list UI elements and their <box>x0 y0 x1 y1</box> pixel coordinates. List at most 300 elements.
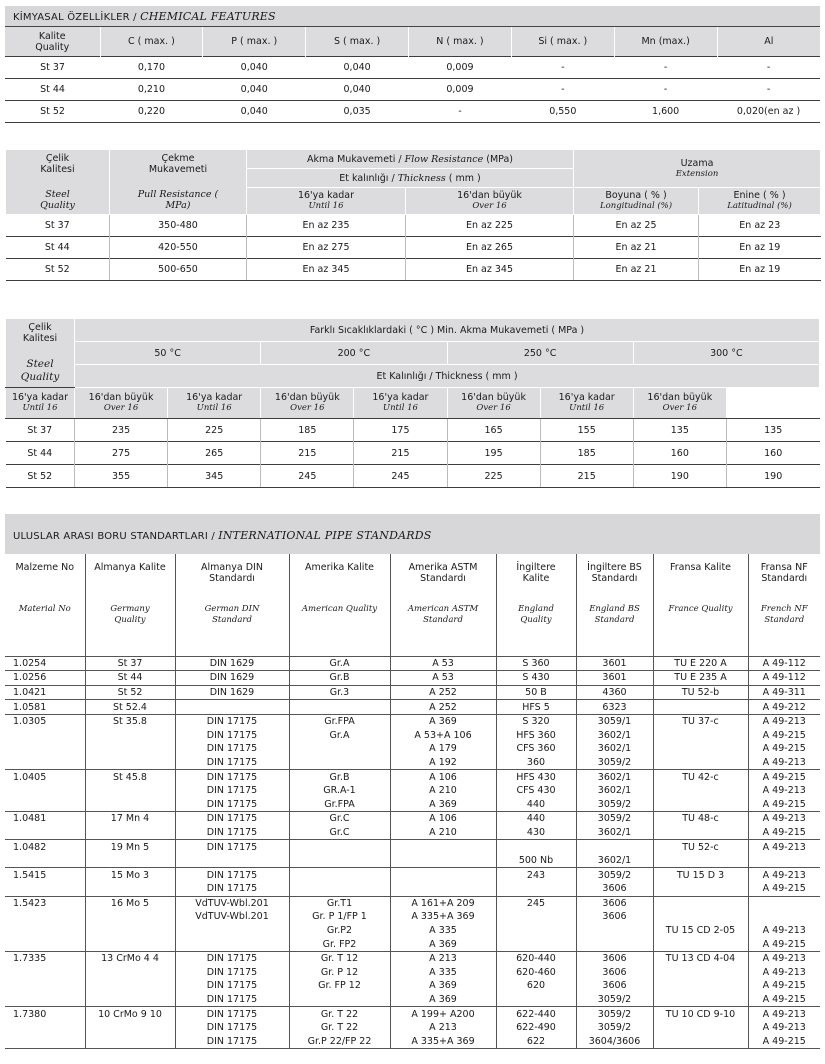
table-cell: En az 21 <box>574 259 699 281</box>
table-cell: Gr.T1 <box>289 896 390 910</box>
table-cell: A 49-112 <box>748 671 820 686</box>
title-en: CHEMICAL FEATURES <box>140 10 276 23</box>
table-cell: CFS 360 <box>496 742 576 756</box>
table-cell: HFS 430 <box>496 770 576 784</box>
table-cell: A 49-215 <box>748 797 820 811</box>
table-cell: En az 225 <box>406 215 574 237</box>
table-cell: 3602/1 <box>576 826 653 840</box>
header-until-16: 16'ya kadar Until 16 <box>247 188 406 215</box>
table-cell: A 49-112 <box>748 656 820 671</box>
table-cell: 1.7380 <box>5 1007 85 1021</box>
table-cell: En az 345 <box>406 259 574 281</box>
header-label: Amerika ASTM Standardı <box>408 562 478 584</box>
table-cell <box>289 700 390 715</box>
table-cell <box>289 993 390 1007</box>
table-cell: 185 <box>540 442 633 465</box>
header-label-en: Material No <box>18 604 71 614</box>
header-label: 16'ya kadar <box>186 392 243 403</box>
header-steel-quality: Çelik Kalitesi Steel Quality <box>6 150 110 215</box>
table-cell: - <box>614 79 717 101</box>
table-cell: TU 13 CD 4-04 <box>653 951 748 965</box>
table-cell <box>175 854 289 868</box>
header-until-16 <box>540 388 633 419</box>
table-cell <box>85 797 175 811</box>
table-row <box>6 442 820 465</box>
table-cell <box>748 854 820 868</box>
table-row <box>5 1007 820 1021</box>
table-cell: A 369 <box>390 714 496 728</box>
table-cell: 1.0305 <box>5 714 85 728</box>
table-cell: 3059/2 <box>576 812 653 826</box>
table-cell: 0,020(en az ) <box>717 101 820 123</box>
table-cell: 3606 <box>576 882 653 896</box>
column-header: S ( max. ) <box>306 27 409 57</box>
table-cell: Gr. P 1/FP 1 <box>289 910 390 924</box>
table-cell <box>85 854 175 868</box>
header-until-16 <box>354 388 447 419</box>
header-label: 16'dan büyük <box>274 392 340 403</box>
header-label-en: Over 16 <box>290 403 325 413</box>
column-header <box>576 554 653 656</box>
table-cell <box>85 910 175 924</box>
table-cell <box>653 826 748 840</box>
table-cell: 19 Mn 5 <box>85 840 175 854</box>
table-cell: 275 <box>75 442 168 465</box>
table-cell: En az 19 <box>699 237 821 259</box>
table-cell: St 35.8 <box>85 714 175 728</box>
table-cell: 620 <box>496 979 576 993</box>
table-cell: 10 CrMo 9 10 <box>85 1007 175 1021</box>
table-cell <box>289 742 390 756</box>
table-cell: 3059/2 <box>576 756 653 770</box>
table-cell: A 49-213 <box>748 756 820 770</box>
table-cell: 245 <box>496 896 576 910</box>
header-flow-resistance: Akma Mukavemeti / Flow Resistance (MPa) <box>247 150 574 169</box>
table-cell: A 49-215 <box>748 826 820 840</box>
table-cell <box>85 966 175 980</box>
header-thickness: Et kalınlığı / Thickness ( mm ) <box>247 169 574 188</box>
table-row <box>5 656 820 671</box>
table-cell: St 37 <box>5 57 100 79</box>
column-header <box>289 554 390 656</box>
header-label: Fransa NF Standardı <box>760 562 808 584</box>
table-cell: DIN 17175 <box>175 756 289 770</box>
table-row <box>5 742 820 756</box>
table-cell <box>85 742 175 756</box>
table-cell <box>653 742 748 756</box>
table-cell: 3602/1 <box>576 728 653 742</box>
table-cell: HFS 360 <box>496 728 576 742</box>
table-row <box>5 79 820 101</box>
table-cell: St 44 <box>5 79 100 101</box>
table-cell: A 49-215 <box>748 742 820 756</box>
table-row <box>6 259 821 281</box>
table-cell: DIN 17175 <box>175 1021 289 1035</box>
table-cell: 3606 <box>576 910 653 924</box>
table-cell <box>390 882 496 896</box>
table-cell: 3059/2 <box>576 1021 653 1035</box>
mechanical-properties-section <box>5 149 820 281</box>
table-cell <box>653 797 748 811</box>
table-cell: 0,170 <box>100 57 203 79</box>
table-cell: St 52 <box>85 685 175 700</box>
header-label: Almanya Kalite <box>94 562 166 573</box>
table-cell: Gr.P2 <box>289 924 390 938</box>
table-row <box>5 993 820 1007</box>
table-cell <box>289 882 390 896</box>
header-label-en: Until 16 <box>382 403 418 413</box>
table-cell: 3601 <box>576 671 653 686</box>
header-label: 16'dan büyük <box>88 392 154 403</box>
table-cell: 3602/1 <box>576 784 653 798</box>
table-cell <box>5 784 85 798</box>
header-thickness: Et Kalınlığı / Thickness ( mm ) <box>75 365 820 388</box>
table-cell: 622-440 <box>496 1007 576 1021</box>
table-cell: DIN 17175 <box>175 1035 289 1049</box>
table-cell <box>5 756 85 770</box>
table-cell: St 37 <box>6 215 110 237</box>
table-cell <box>390 854 496 868</box>
table-cell <box>175 937 289 951</box>
table-cell <box>576 937 653 951</box>
table-cell: DIN 17175 <box>175 993 289 1007</box>
table-cell: Gr. FP 12 <box>289 979 390 993</box>
table-cell: 1.0405 <box>5 770 85 784</box>
table-cell: St 52 <box>6 465 75 488</box>
table-cell: En az 275 <box>247 237 406 259</box>
table-cell <box>5 1035 85 1049</box>
table-cell <box>5 979 85 993</box>
table-cell: 165 <box>447 419 540 442</box>
table-cell <box>653 756 748 770</box>
header-label-en: Over 16 <box>476 403 511 413</box>
table-cell: 420-550 <box>110 237 247 259</box>
table-cell <box>289 840 390 854</box>
table-cell: A 192 <box>390 756 496 770</box>
table-cell <box>653 1021 748 1035</box>
chemical-features-title <box>5 6 820 27</box>
table-cell: 195 <box>447 442 540 465</box>
table-cell: DIN 17175 <box>175 742 289 756</box>
table-cell: Gr.B <box>289 671 390 686</box>
header-until-16 <box>168 388 261 419</box>
table-row <box>5 770 820 784</box>
table-cell: S 430 <box>496 671 576 686</box>
header-label-en: Until 16 <box>569 403 605 413</box>
table-cell: 50 B <box>496 685 576 700</box>
table-cell: 175 <box>354 419 447 442</box>
table-cell: 0,210 <box>100 79 203 101</box>
table-cell: TU 52-c <box>653 840 748 854</box>
table-cell <box>85 993 175 1007</box>
table-cell <box>85 1035 175 1049</box>
table-row <box>5 797 820 811</box>
table-row <box>5 924 820 938</box>
table-cell <box>85 882 175 896</box>
table-cell: St 52.4 <box>85 700 175 715</box>
table-cell: TU 10 CD 9-10 <box>653 1007 748 1021</box>
table-cell <box>496 882 576 896</box>
table-cell: St 45.8 <box>85 770 175 784</box>
table-cell: 500 Nb <box>496 854 576 868</box>
table-cell: A 49-215 <box>748 882 820 896</box>
table-cell: DIN 17175 <box>175 979 289 993</box>
table-cell: Gr.FPA <box>289 797 390 811</box>
table-cell: 225 <box>447 465 540 488</box>
table-row <box>5 728 820 742</box>
table-cell: 440 <box>496 812 576 826</box>
header-label-en: England BS Standard <box>589 604 640 625</box>
header-label: İngiltere Kalite <box>516 562 556 584</box>
table-cell: En az 21 <box>574 237 699 259</box>
table-cell: 190 <box>726 465 819 488</box>
table-cell: DIN 17175 <box>175 868 289 882</box>
table-cell: A 335+A 369 <box>390 1035 496 1049</box>
table-cell: Gr.C <box>289 826 390 840</box>
table-cell: A 213 <box>390 1021 496 1035</box>
table-cell <box>576 840 653 854</box>
table-cell <box>496 910 576 924</box>
header-over-16: 16'dan büyük Over 16 <box>406 188 574 215</box>
table-cell: 155 <box>540 419 633 442</box>
table-cell: St 37 <box>85 656 175 671</box>
table-cell: 135 <box>726 419 819 442</box>
table-cell: A 369 <box>390 979 496 993</box>
table-cell <box>5 728 85 742</box>
table-cell: A 106 <box>390 770 496 784</box>
table-cell: CFS 430 <box>496 784 576 798</box>
table-cell: 0,040 <box>306 57 409 79</box>
table-cell: 0,040 <box>203 101 306 123</box>
table-cell: A 161+A 209 <box>390 896 496 910</box>
table-cell <box>85 937 175 951</box>
table-cell: 1,600 <box>614 101 717 123</box>
header-label-en: France Quality <box>668 604 733 614</box>
table-cell <box>5 742 85 756</box>
table-cell: - <box>409 101 512 123</box>
table-cell <box>85 979 175 993</box>
table-cell: VdTUV-Wbl.201 <box>175 896 289 910</box>
header-pull-resistance: Çekme Mukavemeti Pull Resistance ( MPa) <box>110 150 247 215</box>
table-cell <box>5 966 85 980</box>
table-cell: 1.0581 <box>5 700 85 715</box>
header-steel-quality: Çelik Kalitesi Steel Quality <box>6 319 75 388</box>
table-cell <box>496 937 576 951</box>
table-cell: TU 15 D 3 <box>653 868 748 882</box>
table-cell: 355 <box>75 465 168 488</box>
table-cell <box>5 924 85 938</box>
table-cell: 15 Mo 3 <box>85 868 175 882</box>
table-cell: St 44 <box>6 237 110 259</box>
table-cell: En az 265 <box>406 237 574 259</box>
table-cell: 1.0482 <box>5 840 85 854</box>
table-cell: 620-460 <box>496 966 576 980</box>
table-cell <box>175 700 289 715</box>
table-cell: 3602/1 <box>576 854 653 868</box>
column-header: Kalite Quality <box>35 30 70 53</box>
table-row <box>6 237 821 259</box>
table-cell: DIN 1629 <box>175 671 289 686</box>
table-cell: A 252 <box>390 685 496 700</box>
table-cell: 6323 <box>576 700 653 715</box>
table-cell: 0,009 <box>409 57 512 79</box>
table-row <box>5 812 820 826</box>
mechanical-properties-table <box>5 149 821 281</box>
table-row <box>5 966 820 980</box>
table-cell: 1.0421 <box>5 685 85 700</box>
table-cell: 622-490 <box>496 1021 576 1035</box>
table-cell: - <box>717 79 820 101</box>
table-cell: 245 <box>354 465 447 488</box>
table-cell: DIN 17175 <box>175 1007 289 1021</box>
table-cell: DIN 17175 <box>175 797 289 811</box>
title-en: INTERNATIONAL PIPE STANDARDS <box>218 529 432 542</box>
table-row <box>5 714 820 728</box>
table-cell: DIN 17175 <box>175 826 289 840</box>
table-cell: A 49-215 <box>748 1035 820 1049</box>
column-header <box>748 554 820 656</box>
header-label-en: American ASTM Standard <box>407 604 479 625</box>
table-cell: En az 235 <box>247 215 406 237</box>
table-cell: 620-440 <box>496 951 576 965</box>
table-cell: A 53+A 106 <box>390 728 496 742</box>
table-cell: TU 48-c <box>653 812 748 826</box>
table-cell: DIN 17175 <box>175 812 289 826</box>
column-header <box>496 554 576 656</box>
table-cell: 243 <box>496 868 576 882</box>
header-label: Almanya DIN Standardı <box>201 562 263 584</box>
table-cell: A 335 <box>390 924 496 938</box>
table-cell: 1.0254 <box>5 656 85 671</box>
table-row <box>5 910 820 924</box>
table-row <box>5 826 820 840</box>
table-cell: DIN 17175 <box>175 966 289 980</box>
column-header <box>390 554 496 656</box>
chemical-features-section <box>5 6 820 123</box>
table-cell <box>5 826 85 840</box>
header-label-en: French NF Standard <box>760 604 808 625</box>
table-cell: 3606 <box>576 966 653 980</box>
table-cell: 0,035 <box>306 101 409 123</box>
header-label: İngiltere BS Standardı <box>587 562 642 584</box>
table-row <box>6 215 821 237</box>
table-row <box>5 937 820 951</box>
header-label: 16'ya kadar <box>11 392 69 403</box>
table-row <box>5 784 820 798</box>
table-cell <box>748 910 820 924</box>
header-temperature-title: Farklı Sıcaklıklardaki ( °C ) Min. Akma Mukavemeti ( MPa ) <box>75 319 820 342</box>
table-cell: 265 <box>168 442 261 465</box>
table-cell: St 44 <box>6 442 75 465</box>
table-cell <box>653 979 748 993</box>
table-cell: 0,220 <box>100 101 203 123</box>
table-cell: 350-480 <box>110 215 247 237</box>
table-cell: A 49-213 <box>748 812 820 826</box>
table-cell: DIN 17175 <box>175 784 289 798</box>
table-cell: - <box>717 57 820 79</box>
table-cell <box>85 924 175 938</box>
table-cell: TU 15 CD 2-05 <box>653 924 748 938</box>
table-cell: 4360 <box>576 685 653 700</box>
table-cell <box>175 924 289 938</box>
table-cell: TU E 235 A <box>653 671 748 686</box>
table-cell <box>653 882 748 896</box>
table-cell: 622 <box>496 1035 576 1049</box>
table-row <box>5 57 820 79</box>
table-cell: St 52 <box>5 101 100 123</box>
header-label: 16'dan büyük <box>461 392 526 403</box>
table-cell: A 369 <box>390 993 496 1007</box>
table-cell: 500-650 <box>110 259 247 281</box>
table-cell: 16 Mo 5 <box>85 896 175 910</box>
table-cell <box>85 1021 175 1035</box>
header-over-16 <box>75 388 168 419</box>
table-cell: A 49-215 <box>748 979 820 993</box>
table-cell: 17 Mn 4 <box>85 812 175 826</box>
table-cell: 185 <box>261 419 354 442</box>
table-cell: A 49-311 <box>748 685 820 700</box>
table-cell: St 52 <box>6 259 110 281</box>
table-cell: DIN 17175 <box>175 714 289 728</box>
table-cell: HFS 5 <box>496 700 576 715</box>
table-cell: - <box>511 57 614 79</box>
table-cell <box>653 1035 748 1049</box>
table-cell: DIN 1629 <box>175 685 289 700</box>
header-over-16 <box>633 388 726 419</box>
table-cell: 135 <box>633 419 726 442</box>
table-cell: A 49-213 <box>748 1021 820 1035</box>
table-cell: Gr.FPA <box>289 714 390 728</box>
table-cell: A 179 <box>390 742 496 756</box>
table-cell: A 49-215 <box>748 770 820 784</box>
header-over-16 <box>447 388 540 419</box>
table-cell <box>653 854 748 868</box>
header-label: Fransa Kalite <box>669 562 732 573</box>
header-label-en: Over 16 <box>103 403 139 413</box>
table-cell: DIN 17175 <box>175 770 289 784</box>
table-cell: Gr. P 12 <box>289 966 390 980</box>
table-cell: 3059/2 <box>576 993 653 1007</box>
table-cell: 13 CrMo 4 4 <box>85 951 175 965</box>
table-cell <box>5 882 85 896</box>
temperature-header: 300 °C <box>633 342 819 365</box>
header-until-16 <box>6 388 75 419</box>
header-longitudinal: Boyuna ( % ) Longitudinal (%) <box>574 188 699 215</box>
table-cell: A 369 <box>390 797 496 811</box>
table-cell: 440 <box>496 797 576 811</box>
column-header: Mn (max.) <box>614 27 717 57</box>
table-cell: DIN 17175 <box>175 728 289 742</box>
table-cell <box>85 728 175 742</box>
table-cell: Gr. T 12 <box>289 951 390 965</box>
table-cell: Gr.A <box>289 728 390 742</box>
table-row <box>5 685 820 700</box>
table-cell <box>5 910 85 924</box>
table-cell: 3059/1 <box>576 714 653 728</box>
table-row <box>5 700 820 715</box>
header-label-en: Until 16 <box>196 403 232 413</box>
table-cell: A 53 <box>390 656 496 671</box>
table-cell: 3606 <box>576 896 653 910</box>
table-header-row <box>5 27 820 57</box>
table-cell: A 213 <box>390 951 496 965</box>
column-header <box>175 554 289 656</box>
table-cell: A 252 <box>390 700 496 715</box>
table-cell: A 335 <box>390 966 496 980</box>
table-cell: A 49-213 <box>748 951 820 965</box>
table-cell: A 369 <box>390 937 496 951</box>
table-cell: 345 <box>168 465 261 488</box>
